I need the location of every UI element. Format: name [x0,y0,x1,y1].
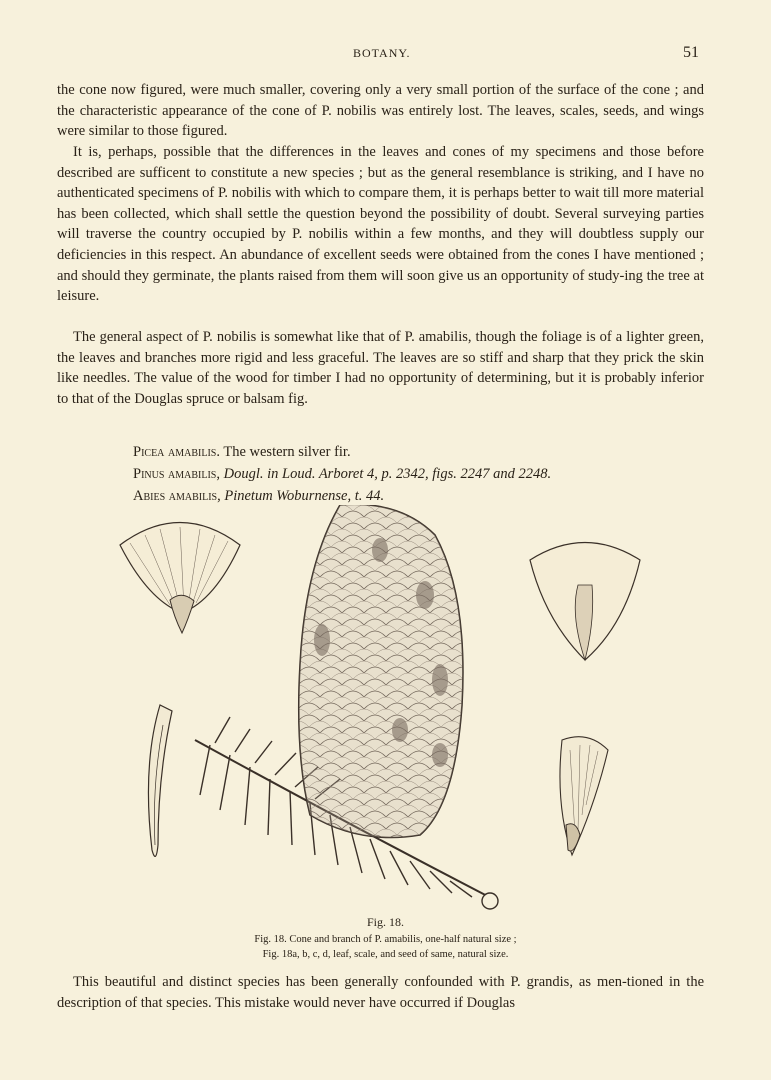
paragraph-4: This beautiful and distinct species has been generally confounded with P. grandis, as men-tioned in the description of that species. This mistake would never have occurred if Douglas [57,974,704,1011]
seed-illustration-d [560,737,608,855]
synonym-line-3 [133,488,384,505]
figure-caption-1: Fig. 18. Cone and branch of P. amabilis, one-half natural size ; [254,934,517,945]
leaf-illustration-a [148,705,172,856]
figure-illustration [100,505,660,915]
figure-caption-2: Fig. 18a, b, c, d, leaf, scale, and seed of same, natural size. [262,949,509,960]
page-header [0,44,771,64]
synonym-line-1 [133,444,351,461]
paragraph-1: the cone now figured, were much smaller, covering only a very small portion of the surface of the cone ; and the characteristic appearance of the cone of P. nobilis was entirely lost. The leaves, scales, seeds, and wings were similar to those figured. [57,82,704,140]
running-head: BOTANY. [353,46,411,60]
figure-label: Fig. 18. [366,915,404,929]
synonym-line-2 [133,466,551,483]
synonym-citation: Pinetum Woburnense, t. 44. [220,488,385,504]
synonym-name: Abies amabilis, [133,488,221,504]
synonym-name: Picea amabilis. [133,444,220,460]
paragraph-2: It is, perhaps, possible that the differences in the leaves and cones of my specimens and those before described are sufficent to constitute a new species ; but as the general resemblance is striking, and I have no authenticated specimens of P. nobilis with which to compare them, it is perhaps better to wait till more material has been collected, which shall settle the question beyond the possibility of doubt. Several surveying parties will traverse the country occupied by P. nobilis within a few months, and they will doubtless supply our deficiencies in this respect. An abundance of excellent seeds were obtained from the cones I have mentioned ; and should they germinate, the plants raised from them will soon give us an opportunity of study-ing the tree at leisure. [57,144,704,305]
page-number: 51 [683,44,699,61]
seed-wing-illustration-c [530,543,640,661]
paragraph-3: The general aspect of P. nobilis is somewhat like that of P. amabilis, though the foliage is of a lighter green, the leaves and branches more rigid and less graceful. The leaves are so stiff and sharp that they prick the skin like needles. The value of the wood for timber I had no opportunity of determining, but it is probably inferior to that of the Douglas spruce or balsam fig. [57,329,704,407]
synonym-name: Pinus amabilis, [133,466,220,482]
synonym-citation: Dougl. in Loud. Arboret 4, p. 2342, figs. 2247 and 2248. [219,466,552,482]
scale-illustration-b [120,523,240,634]
cone-illustration [299,505,463,838]
synonym-text: The western silver fir. [219,444,351,460]
